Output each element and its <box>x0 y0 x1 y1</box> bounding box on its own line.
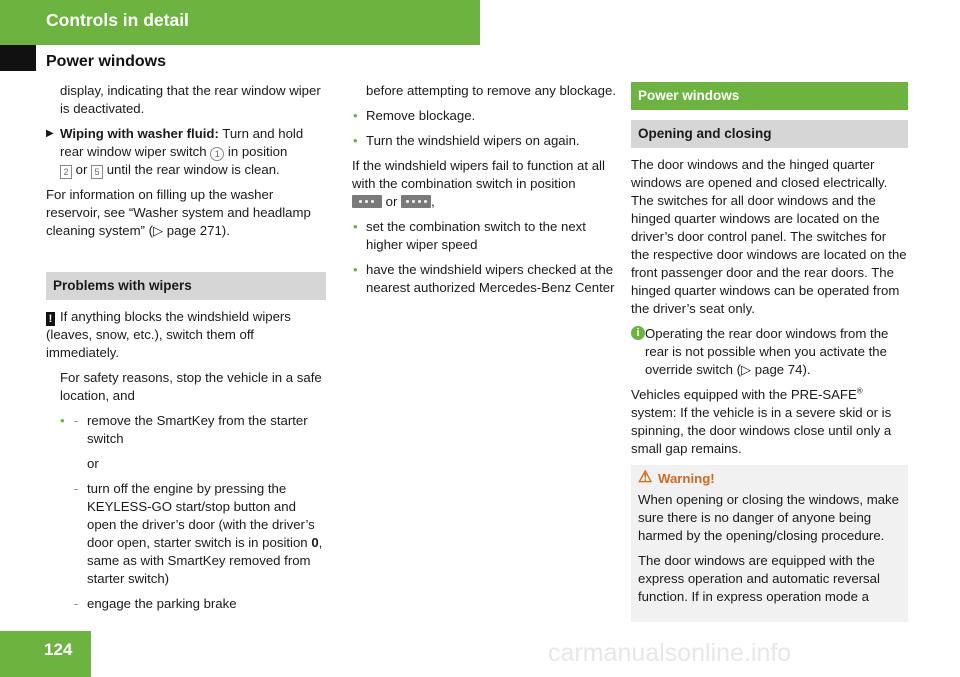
pre-safe-b: system: If the vehicle is in a severe skid or is spinning, the door windows close until only a small gap remains. <box>631 405 892 456</box>
bullet-remove-blockage: Remove blockage. <box>366 108 476 123</box>
position-zero: 0 <box>311 535 319 550</box>
wash-text-c: until the rear window is clean. <box>103 162 280 177</box>
opening-closing-heading: Opening and closing <box>631 120 908 148</box>
header-marker <box>0 45 36 71</box>
position-2-icon: 2 <box>60 165 72 179</box>
item-engine-off-a: turn off the engine by pressing the KEYLESS-GO start/stop button and open the driver’s door (with the driver’s door open, starter switch is in position <box>87 481 315 550</box>
fail-comma: , <box>431 194 435 209</box>
list-item <box>352 132 616 150</box>
item-remove-key: remove the SmartKey from the starter switch <box>87 413 308 446</box>
list-item <box>46 480 326 588</box>
position-5-icon: 5 <box>91 165 103 179</box>
switch-number-icon: 1 <box>210 147 224 161</box>
info-icon: i <box>631 326 645 340</box>
safety-text: For safety reasons, stop the vehicle in a safe location, and <box>60 370 322 403</box>
warning-label: Warning! <box>658 471 715 486</box>
page-number: 124 <box>44 640 73 659</box>
wiper-speed-1-icon <box>352 195 382 208</box>
fail-text <box>352 157 616 211</box>
problem-text <box>46 308 326 362</box>
wash-or: or <box>72 162 92 177</box>
bullet-checked: have the windshield wipers checked at the nearest authorized Mercedes-Benz Center <box>366 262 615 295</box>
header-bar <box>0 0 480 45</box>
bullet-wipers-on: Turn the windshield wipers on again. <box>366 133 580 148</box>
or-word: or <box>87 456 99 471</box>
item-engine-off-b: , same as with SmartKey removed from starter switch) <box>87 535 323 586</box>
continued-text: before attempting to remove any blockage. <box>366 83 616 98</box>
warning-text-1: When opening or closing the windows, make sure there is no danger of anyone being harmed by the opening/closing procedure. <box>638 492 899 543</box>
page-number-box <box>0 631 91 677</box>
problem-body: If anything blocks the windshield wipers (leaves, snow, etc.), switch them off immediately. <box>46 309 291 360</box>
column-1 <box>46 82 326 620</box>
dash-icon: - <box>74 413 79 428</box>
list-item <box>46 412 326 448</box>
wash-text-b: in position <box>224 144 288 159</box>
step-arrow-icon: ▶ <box>46 128 54 139</box>
power-windows-heading: Power windows <box>631 82 908 110</box>
registered-mark: ® <box>856 386 863 396</box>
list-item <box>46 595 326 613</box>
list-item <box>352 107 616 125</box>
wash-instruction <box>46 125 326 179</box>
bullet-icon: • <box>353 262 358 277</box>
info-text: Operating the rear door windows from the rear is not possible when you activate the override switch (▷ page 74). <box>645 326 889 377</box>
warning-title <box>638 470 901 488</box>
bullet-icon: • <box>60 413 65 428</box>
windows-description: The door windows and the hinged quarter windows are opened and closed electrically. The switches for all door windows and the hinged quarter windows are located on the driver’s door control panel. The switches for the respective door windows are located on the front passenger door and the rear doors. The hinged quarter windows can be operated from the driver’s seat only. <box>631 157 907 316</box>
refill-text: For information on filling up the washer reservoir, see “Washer system and headlamp cleaning system” (▷ page 271). <box>46 187 311 238</box>
bullet-icon: • <box>353 219 358 234</box>
column-3 <box>631 82 908 622</box>
pre-safe-text <box>631 386 908 458</box>
problems-heading: Problems with wipers <box>46 272 326 300</box>
wiper-speed-2-icon <box>401 195 431 208</box>
intro-text: display, indicating that the rear window wiper is deactivated. <box>60 83 321 116</box>
bullet-icon: • <box>353 133 358 148</box>
info-note <box>631 325 908 379</box>
item-parking-brake: engage the parking brake <box>87 596 237 611</box>
section-title: Controls in detail <box>46 10 189 30</box>
pre-safe-a: Vehicles equipped with the PRE-SAFE <box>631 387 857 402</box>
warning-triangle-icon: ⚠ <box>638 469 653 486</box>
dash-icon: - <box>74 596 79 611</box>
warning-box <box>631 465 908 622</box>
fail-body: If the windshield wipers fail to function at all with the combination switch in position <box>352 158 605 191</box>
page-subtitle: Power windows <box>46 53 167 70</box>
watermark: carmanualsonline.info <box>548 639 792 667</box>
wash-bold: Wiping with washer fluid: <box>60 126 219 141</box>
fail-or: or <box>382 194 402 209</box>
bullet-next-speed: set the combination switch to the next higher wiper speed <box>366 219 586 252</box>
wash-text-a: Turn and hold rear window wiper switch <box>60 126 304 159</box>
caution-icon: ! <box>46 312 55 326</box>
column-2 <box>352 82 616 304</box>
list-item <box>352 261 616 297</box>
warning-text-2: The door windows are equipped with the express operation and automatic reversal function. If in express operation mode a <box>638 553 880 604</box>
or-line <box>46 455 326 473</box>
list-item <box>352 218 616 254</box>
bullet-icon: • <box>353 108 358 123</box>
dash-icon: - <box>74 481 79 496</box>
